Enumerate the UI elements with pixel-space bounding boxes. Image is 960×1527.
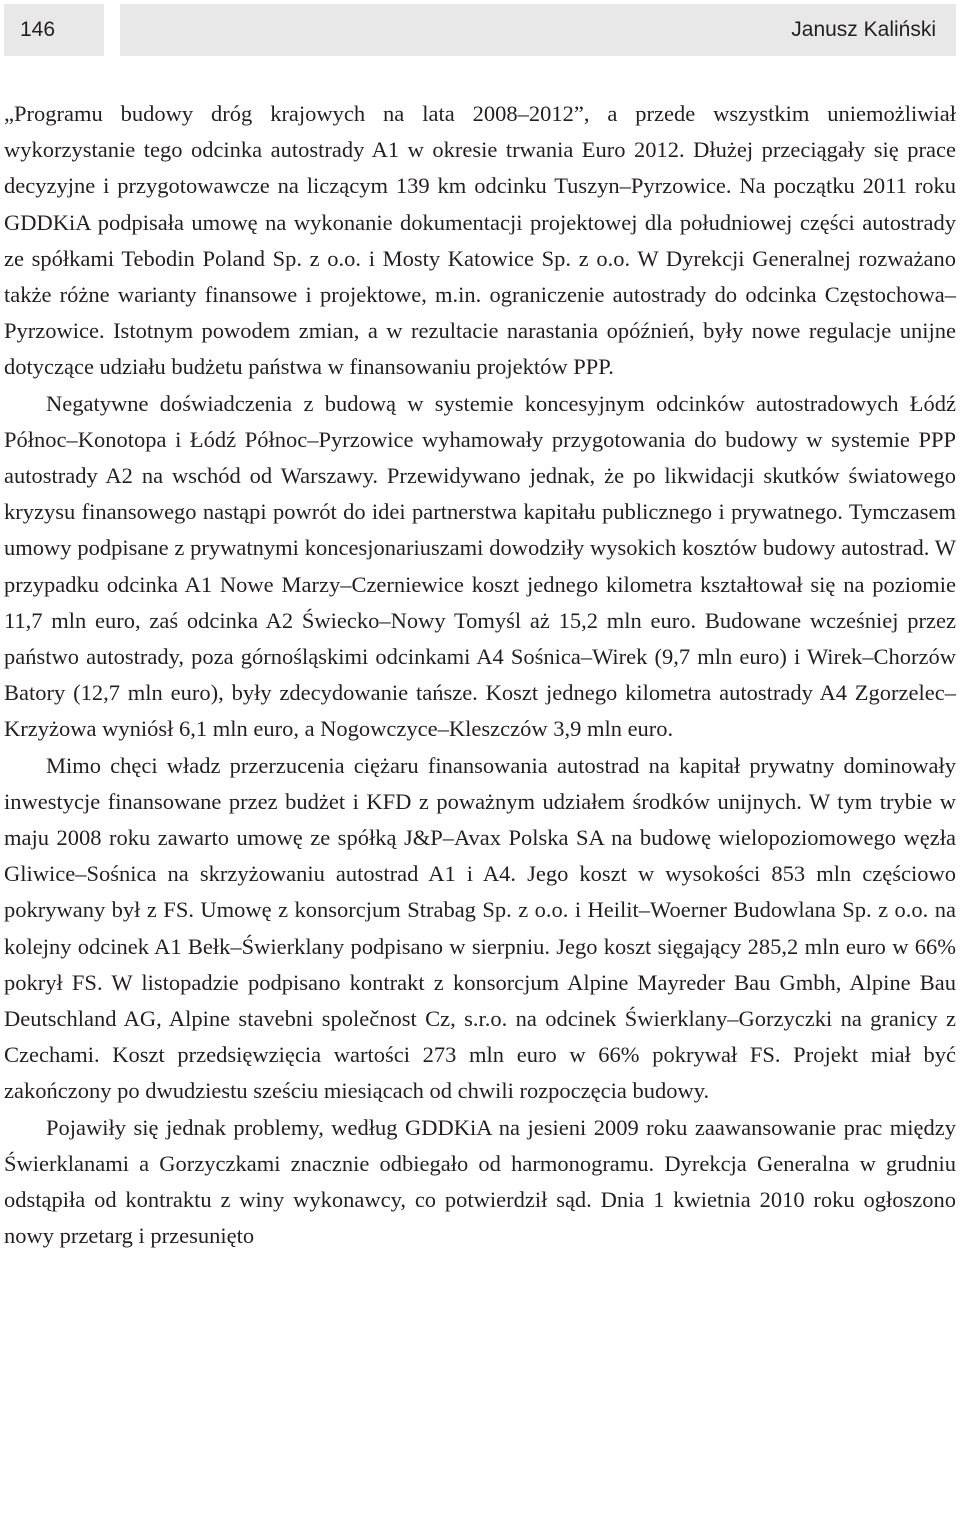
body-text bbox=[4, 96, 956, 1255]
paragraph-2: Negatywne doświadczenia z budową w systemie koncesyjnym odcinków autostradowych Łódź Północ–Konotopa i Łódź Północ–Pyrzowice wyhamowały przygotowania do budowy w systemie PPP autostrady A2 na wschód od Warszawy. Przewidywano jednak, że po likwidacji skutków światowego kryzysu finansowego nastąpi powrót do idei partnerstwa kapitału publicznego i prywatnego. Tymczasem umowy podpisane z prywatnymi koncesjonariuszami dowodziły wysokich kosztów budowy autostrad. W przypadku odcinka A1 Nowe Marzy–Czerniewice koszt jednego kilometra kształtował się na poziomie 11,7 mln euro, zaś odcinka A2 Świecko–Nowy Tomyśl aż 15,2 mln euro. Budowane wcześniej przez państwo autostrady, poza górnośląskimi odcinkami A4 Sośnica–Wirek (9,7 mln euro) i Wirek–Chorzów Batory (12,7 mln euro), były zdecydowanie tańsze. Koszt jednego kilometra autostrady A4 Zgorzelec–Krzyżowa wyniósł 6,1 mln euro, a Nogowczyce–Kleszczów 3,9 mln euro. bbox=[4, 390, 956, 742]
running-head-author: Janusz Kaliński bbox=[120, 4, 956, 56]
paragraph-3: Mimo chęci władz przerzucenia ciężaru finansowania autostrad na kapitał prywatny dominowały inwestycje finansowane przez budżet i KFD z poważnym udziałem środków unijnych. W tym trybie w maju 2008 roku zawarto umowę ze spółką J&P–Avax Polska SA na budowę wielopoziomowego węzła Gliwice–Sośnica na skrzyżowaniu autostrad A1 i A4. Jego koszt w wysokości 853 mln częściowo pokrywany był z FS. Umowę z konsorcjum Strabag Sp. z o.o. i Heilit–Woerner Budowlana Sp. z o.o. na kolejny odcinek A1 Bełk–Świerklany podpisano w sierpniu. Jego koszt sięgający 285,2 mln euro w 66% pokrył FS. W listopadzie podpisano kontrakt z konsorcjum Alpine Mayreder Bau Gmbh, Alpine Bau Deutschland AG, Alpine stavebni společnost Cz, s.r.o. na odcinek Świerklany–Gorzyczki na granicy z Czechami. Koszt przedsięwzięcia wartości 273 mln euro w 66% pokrywał FS. Projekt miał być zakończony po dwudziestu sześciu miesiącach od chwili rozpoczęcia budowy. bbox=[4, 752, 956, 1104]
paragraph-1: „Programu budowy dróg krajowych na lata 2008–2012”, a przede wszystkim uniemożliwiał wykorzystanie tego odcinka autostrady A1 w okresie trwania Euro 2012. Dłużej przeciągały się prace decyzyjne i przygotowawcze na liczącym 139 km odcinku Tuszyn–Pyrzowice. Na początku 2011 roku GDDKiA podpisała umowę na wykonanie dokumentacji projektowej dla południowej części autostrady ze spółkami Tebodin Poland Sp. z o.o. i Mosty Katowice Sp. z o.o. W Dyrekcji Generalnej rozważano także różne warianty finansowe i projektowe, m.in. ograniczenie autostrady do odcinka Częstochowa–Pyrzowice. Istotnym powodem zmian, a w rezultacie narastania opóźnień, były nowe regulacje unijne dotyczące udziału budżetu państwa w finansowaniu projektów PPP. bbox=[4, 101, 956, 380]
paragraph-4: Pojawiły się jednak problemy, według GDDKiA na jesieni 2009 roku zaawansowanie prac między Świerklanami a Gorzyczkami znacznie odbiegało od harmonogramu. Dyrekcja Generalna w grudniu odstąpiła od kontraktu z winy wykonawcy, co potwierdził sąd. Dnia 1 kwietnia 2010 roku ogłoszono nowy przetarg i przesunięto bbox=[4, 1114, 956, 1249]
page-number: 146 bbox=[4, 4, 104, 56]
running-header bbox=[0, 4, 960, 56]
